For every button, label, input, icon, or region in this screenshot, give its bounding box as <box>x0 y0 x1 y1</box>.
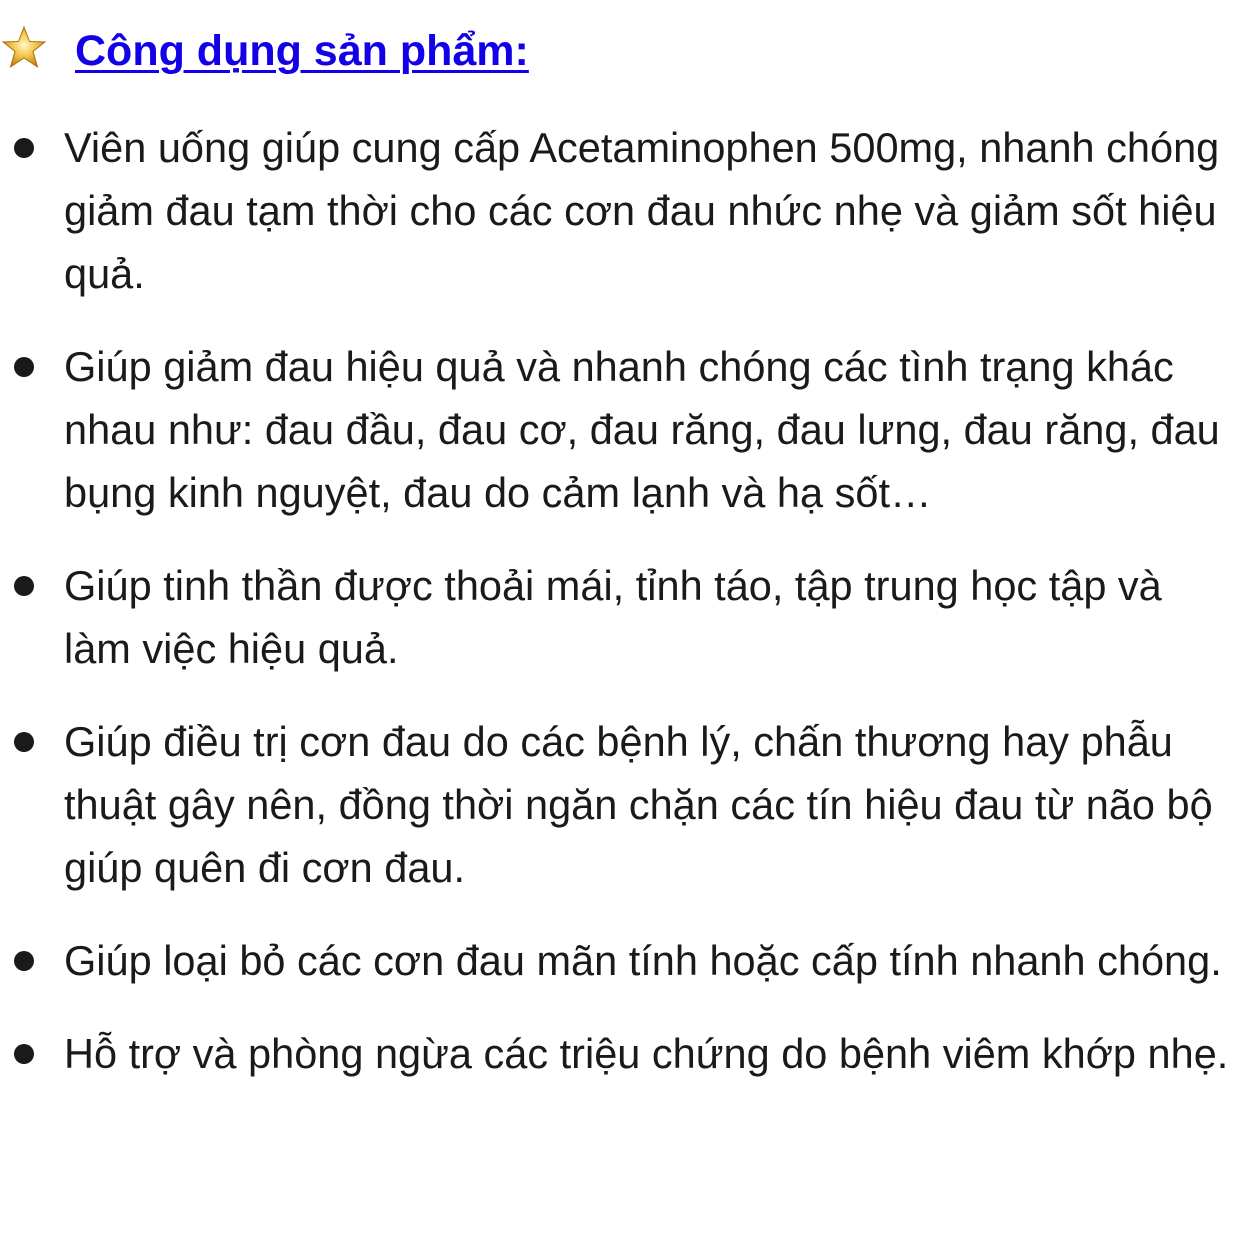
benefit-text: Giúp điều trị cơn đau do các bệnh lý, chấn thương hay phẫu thuật gây nên, đồng thời ngăn chặn các tín hiệu đau từ não bộ giúp quên đi cơn đau. <box>64 718 1213 891</box>
bullet-icon <box>14 732 34 752</box>
bullet-icon <box>14 576 34 596</box>
list-item <box>0 335 1242 524</box>
section-heading-link[interactable]: Công dụng sản phẩm: <box>75 26 529 75</box>
list-item <box>0 554 1242 680</box>
benefit-text: Viên uống giúp cung cấp Acetaminophen 500mg, nhanh chóng giảm đau tạm thời cho các cơn đau nhức nhẹ và giảm sốt hiệu quả. <box>64 124 1220 297</box>
benefit-text: Giúp tinh thần được thoải mái, tỉnh táo, tập trung học tập và làm việc hiệu quả. <box>64 562 1162 672</box>
benefit-text: Giúp giảm đau hiệu quả và nhanh chóng các tình trạng khác nhau như: đau đầu, đau cơ, đau răng, đau lưng, đau răng, đau bụng kinh nguyệt, đau do cảm lạnh và hạ sốt… <box>64 343 1220 516</box>
bullet-icon <box>14 1044 34 1064</box>
bullet-icon <box>14 357 34 377</box>
bullet-icon <box>14 951 34 971</box>
list-item <box>0 710 1242 899</box>
list-item <box>0 116 1242 305</box>
list-item <box>0 1022 1242 1085</box>
list-item <box>0 929 1242 992</box>
star-icon <box>0 24 48 72</box>
benefit-text: Hỗ trợ và phòng ngừa các triệu chứng do bệnh viêm khớp nhẹ. <box>64 1030 1229 1077</box>
bullet-icon <box>14 138 34 158</box>
benefit-list <box>0 116 1242 1115</box>
section-heading-row <box>0 20 529 82</box>
benefit-text: Giúp loại bỏ các cơn đau mãn tính hoặc cấp tính nhanh chóng. <box>64 937 1222 984</box>
